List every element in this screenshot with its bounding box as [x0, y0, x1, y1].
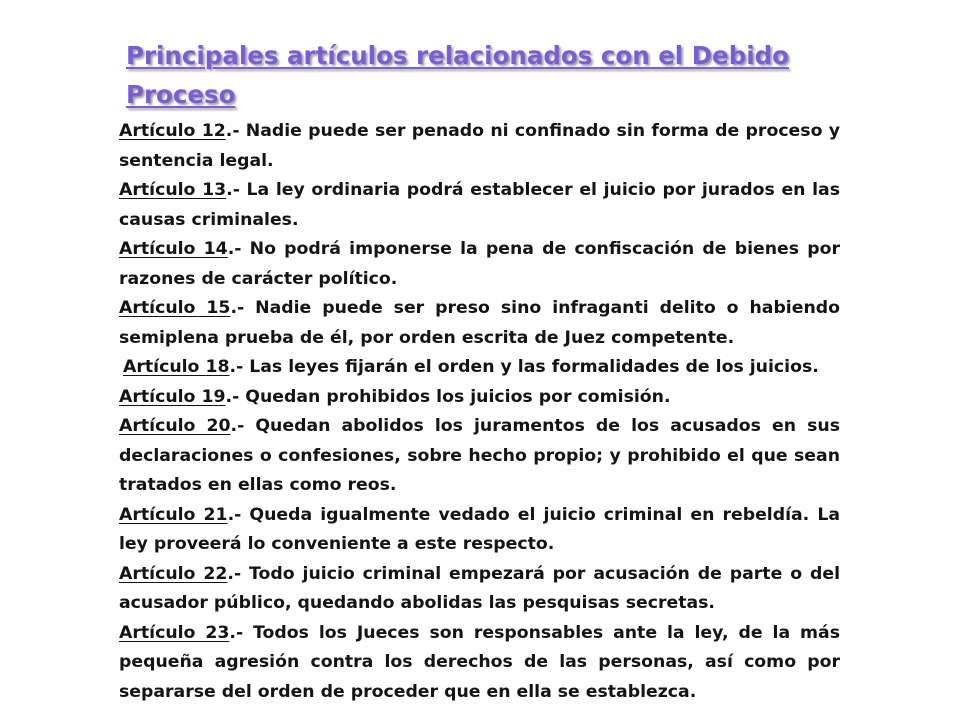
- article-23: [119, 619, 840, 708]
- article-label: Artículo 12: [119, 121, 226, 141]
- article-19: [119, 383, 840, 413]
- article-label: Artículo 19: [119, 386, 226, 407]
- article-label: Artículo 13: [119, 180, 227, 200]
- article-label: Artículo 21: [119, 504, 228, 525]
- article-13: [119, 176, 840, 235]
- article-18: [119, 353, 840, 383]
- article-text: .- Queda igualmente vedado el juicio criminal en rebeldía. La ley proveerá lo conveniente a este respecto.: [119, 504, 840, 554]
- article-label: Artículo 18: [123, 357, 230, 377]
- article-text: .- Quedan abolidos los juramentos de los acusados en sus declaraciones o confesiones, sobre hecho propio; y prohibido el que sean tratados en ellas como reos.: [119, 416, 840, 495]
- article-20: [119, 412, 840, 501]
- page-title: Principales artículos relacionados con el Debido Proceso: [126, 41, 789, 109]
- article-text: .- No podrá imponerse la pena de confiscación de bienes por razones de carácter político.: [119, 239, 840, 289]
- article-text: .- La ley ordinaria podrá establecer el juicio por jurados en las causas criminales.: [119, 180, 840, 230]
- article-22: [119, 560, 840, 619]
- article-21: [119, 501, 840, 560]
- article-text: .- Todo juicio criminal empezará por acusación de parte o del acusador público, quedando abolidas las pesquisas secretas.: [119, 563, 840, 613]
- article-15: [119, 294, 840, 353]
- article-label: Artículo 15: [119, 298, 231, 318]
- article-text: .- Las leyes fijarán el orden y las formalidades de los juicios.: [229, 357, 819, 377]
- article-label: Artículo 20: [119, 416, 231, 436]
- article-text: .- Quedan prohibidos los juicios por comisión.: [225, 386, 671, 407]
- article-14: [119, 235, 840, 294]
- article-label: Artículo 22: [119, 563, 228, 584]
- article-text: .- Nadie puede ser preso sino infraganti delito o habiendo semiplena prueba de él, por orden escrita de Juez competente.: [119, 298, 840, 348]
- article-text: .- Nadie puede ser penado ni confinado sin forma de proceso y sentencia legal.: [119, 121, 840, 171]
- article-text: .- Todos los Jueces son responsables ante la ley, de la más pequeña agresión contra los derechos de las personas, así como por separarse del orden de proceder que en ella se establezca.: [119, 622, 840, 702]
- article-12: [119, 117, 840, 176]
- article-label: Artículo 14: [119, 239, 228, 259]
- articles-list: [119, 117, 840, 707]
- article-label: Artículo 23: [119, 622, 230, 643]
